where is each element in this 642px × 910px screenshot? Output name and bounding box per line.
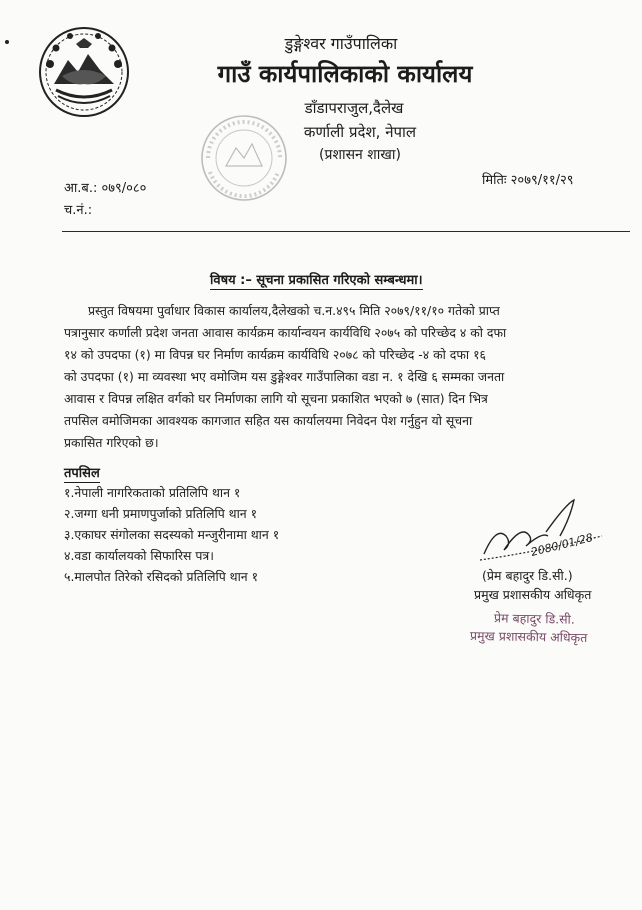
body-line: आवास र विपन्न लक्षित वर्गको घर निर्माणका लागि यो सूचना प्रकाशित भएको ७ (सात) दिन भित्र — [64, 391, 488, 406]
letter-date: मितिः २०७९/११/२९ — [482, 173, 574, 188]
body-line: पत्रानुसार कर्णाली प्रदेश जनता आवास कार्यक्रम कार्यान्वयन कार्यविधि २०७५ को परिच्छेद ४ को दफा — [64, 325, 507, 340]
dispatch-number: च.नं.: — [64, 203, 93, 218]
scan-speck — [5, 40, 9, 44]
body-line: १४ को उपदफा (१) मा विपन्न घर निर्माण कार्यक्रम कार्यविधि २०७८ को परिच्छेद -४ को दफा १६ — [64, 347, 486, 362]
signatory-title: प्रमुख प्रशासकीय अधिकृत — [474, 587, 592, 602]
body-line: तपसिल वमोजिमका आवश्यक कागजात सहित यस कार्यालयमा निवेदन पेश गर्नुहुन यो सूचना — [64, 413, 473, 428]
list-item: २.जग्गा धनी प्रमाणपुर्जाको प्रतिलिपि थान १ — [64, 506, 258, 521]
stamp-title: प्रमुख प्रशासकीय अधिकृत — [469, 627, 588, 646]
signature-date: 2080/01/28 — [529, 530, 595, 559]
list-item: ४.वडा कार्यालयको सिफारिस पत्र। — [64, 548, 214, 563]
list-item: १.नेपाली नागरिकताको प्रतिलिपि थान १ — [64, 485, 241, 500]
nepal-emblem-icon — [36, 24, 132, 120]
signatory-name: (प्रेम बहादुर डि.सी.) — [482, 568, 573, 583]
handwritten-signature — [476, 496, 606, 566]
office-address: डाँडापराजुल,दैलेख — [304, 99, 404, 117]
fiscal-year: आ.ब.: ०७९/०८० — [64, 181, 147, 196]
body-line: प्रस्तुत विषयमा पुर्वाधार विकास कार्यालय,दैलेखको च.न.४९५ मिति २०७९/११/१० गतेको प्राप्त — [88, 303, 500, 318]
list-item: ३.एकाघर संगोलका सदस्यको मन्जुरीनामा थान १ — [64, 527, 280, 542]
body-line: को उपदफा (१) मा व्यवस्था भए वमोजिम यस डुङ्गेश्वर गाउँपालिका वडा न. १ देखि ६ सम्मका जनता — [64, 369, 505, 384]
list-title: तपसिल — [64, 463, 100, 483]
letter-subject: विषय :– सूचना प्रकासित गरिएको सम्बन्धमा। — [210, 270, 423, 290]
list-item: ५.मालपोत तिरेको रसिदको प्रतिलिपि थान १ — [64, 569, 259, 584]
office-title: गाउँ कार्यपालिकाको कार्यालय — [217, 60, 473, 88]
header-divider — [62, 231, 630, 232]
municipality-name: डुङ्गेश्वर गाउँपालिका — [284, 34, 398, 53]
office-section: (प्रशासन शाखा) — [319, 147, 401, 163]
body-line: प्रकासित गरिएको छ। — [64, 435, 159, 450]
office-province: कर्णाली प्रदेश, नेपाल — [303, 123, 417, 141]
stamp-name: प्रेम बहादुर डि.सी. — [493, 610, 575, 627]
